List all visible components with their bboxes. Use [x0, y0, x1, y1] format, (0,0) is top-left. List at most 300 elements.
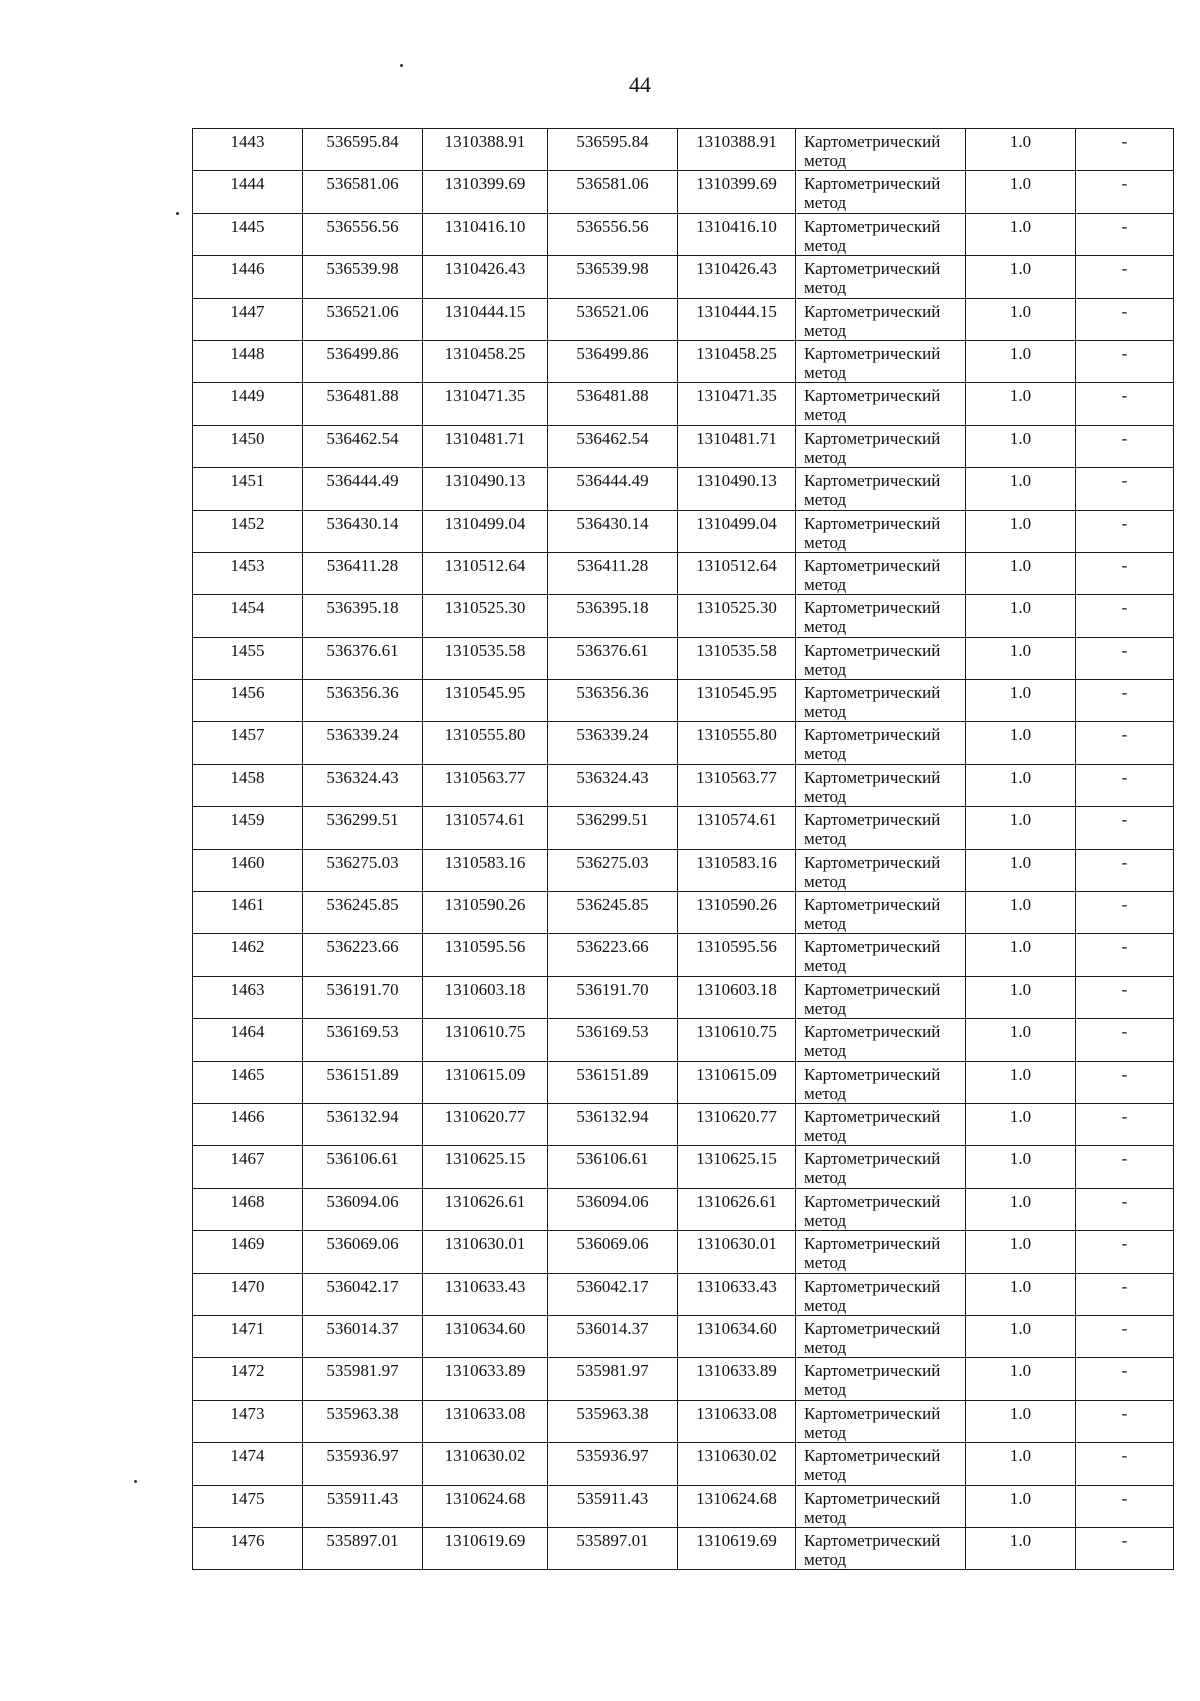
table-row [193, 1358, 1174, 1400]
method-cell-text: Картометрический метод [804, 725, 941, 764]
y-coordinate-new-cell-text: 1310426.43 [696, 259, 777, 279]
x-coordinate-cell-text: 536556.56 [326, 216, 399, 236]
note-cell [1076, 1485, 1174, 1527]
method-cell [796, 1358, 966, 1400]
y-coordinate-cell-text: 1310583.16 [444, 852, 526, 872]
accuracy-cell-text: 1.0 [1009, 852, 1032, 872]
accuracy-cell [966, 1019, 1076, 1061]
y-coordinate-cell-text: 1310634.60 [444, 1318, 526, 1338]
y-coordinate-new-cell-text: 1310634.60 [696, 1318, 777, 1338]
y-coordinate-new-cell [678, 425, 796, 467]
x-coordinate-cell-text: 536376.61 [326, 640, 399, 660]
method-cell [796, 552, 966, 594]
method-cell [796, 1103, 966, 1145]
accuracy-cell [966, 1485, 1076, 1527]
accuracy-cell [966, 1273, 1076, 1315]
x-coordinate-cell [303, 807, 423, 849]
method-cell-text: Картометрический метод [804, 810, 941, 849]
point-number-cell-text: 1474 [230, 1446, 265, 1466]
method-cell [796, 1400, 966, 1442]
note-cell-text: - [1121, 598, 1128, 618]
point-number-cell-text: 1472 [230, 1361, 265, 1381]
y-coordinate-cell [423, 1443, 548, 1485]
accuracy-cell-text: 1.0 [1009, 1276, 1032, 1296]
x-coordinate-cell [303, 1273, 423, 1315]
point-number-cell [193, 1103, 303, 1145]
accuracy-cell-text: 1.0 [1009, 598, 1032, 618]
y-coordinate-cell [423, 1527, 548, 1569]
y-coordinate-cell-text: 1310595.56 [444, 937, 526, 957]
table-row [193, 256, 1174, 298]
point-number-cell [193, 1358, 303, 1400]
accuracy-cell [966, 764, 1076, 806]
accuracy-cell-text: 1.0 [1009, 1318, 1032, 1338]
accuracy-cell [966, 892, 1076, 934]
x-coordinate-new-cell-text: 536324.43 [576, 767, 649, 787]
x-coordinate-cell-text: 536444.49 [326, 471, 399, 491]
note-cell [1076, 1146, 1174, 1188]
table-row [193, 510, 1174, 552]
y-coordinate-cell-text: 1310610.75 [444, 1022, 526, 1042]
method-cell [796, 425, 966, 467]
y-coordinate-new-cell [678, 1485, 796, 1527]
table-row [193, 1231, 1174, 1273]
point-number-cell-text: 1466 [230, 1106, 265, 1126]
table-row [193, 425, 1174, 467]
method-cell [796, 849, 966, 891]
accuracy-cell-text: 1.0 [1009, 1022, 1032, 1042]
y-coordinate-cell-text: 1310633.08 [444, 1403, 526, 1423]
x-coordinate-new-cell [548, 1485, 678, 1527]
x-coordinate-cell-text: 535963.38 [326, 1403, 399, 1423]
y-coordinate-cell [423, 1146, 548, 1188]
point-number-cell-text: 1461 [230, 895, 265, 915]
y-coordinate-new-cell [678, 298, 796, 340]
x-coordinate-new-cell-text: 535981.97 [576, 1361, 649, 1381]
x-coordinate-new-cell-text: 536223.66 [576, 937, 649, 957]
point-number-cell-text: 1469 [230, 1234, 265, 1254]
method-cell-text: Картометрический метод [804, 1361, 941, 1400]
y-coordinate-cell [423, 468, 548, 510]
method-cell-text: Картометрический метод [804, 1191, 941, 1230]
point-number-cell [193, 637, 303, 679]
y-coordinate-cell-text: 1310399.69 [444, 174, 526, 194]
accuracy-cell [966, 1188, 1076, 1230]
x-coordinate-cell-text: 536275.03 [326, 852, 399, 872]
x-coordinate-new-cell-text: 536462.54 [576, 428, 649, 448]
x-coordinate-new-cell-text: 536275.03 [576, 852, 649, 872]
x-coordinate-cell [303, 171, 423, 213]
x-coordinate-new-cell-text: 536299.51 [576, 810, 649, 830]
y-coordinate-new-cell [678, 552, 796, 594]
x-coordinate-new-cell [548, 552, 678, 594]
note-cell-text: - [1121, 1361, 1128, 1381]
x-coordinate-cell-text: 536151.89 [326, 1064, 399, 1084]
accuracy-cell-text: 1.0 [1009, 343, 1032, 363]
x-coordinate-new-cell-text: 536151.89 [576, 1064, 649, 1084]
x-coordinate-new-cell [548, 1146, 678, 1188]
note-cell-text: - [1121, 937, 1128, 957]
x-coordinate-cell [303, 934, 423, 976]
note-cell-text: - [1121, 640, 1128, 660]
y-coordinate-new-cell-text: 1310555.80 [696, 725, 777, 745]
note-cell-text: - [1121, 725, 1128, 745]
y-coordinate-new-cell-text: 1310444.15 [696, 301, 777, 321]
x-coordinate-cell-text: 536395.18 [326, 598, 399, 618]
note-cell [1076, 1527, 1174, 1569]
accuracy-cell [966, 340, 1076, 382]
x-coordinate-cell [303, 256, 423, 298]
y-coordinate-new-cell-text: 1310512.64 [696, 555, 777, 575]
x-coordinate-new-cell [548, 1358, 678, 1400]
accuracy-cell [966, 976, 1076, 1018]
table-row [193, 1019, 1174, 1061]
note-cell-text: - [1121, 555, 1128, 575]
accuracy-cell [966, 1103, 1076, 1145]
x-coordinate-new-cell [548, 383, 678, 425]
x-coordinate-cell-text: 536462.54 [326, 428, 399, 448]
y-coordinate-cell-text: 1310458.25 [444, 343, 526, 363]
note-cell-text: - [1121, 1403, 1128, 1423]
x-coordinate-cell [303, 1019, 423, 1061]
accuracy-cell [966, 807, 1076, 849]
y-coordinate-new-cell-text: 1310595.56 [696, 937, 777, 957]
x-coordinate-new-cell [548, 849, 678, 891]
x-coordinate-new-cell [548, 1400, 678, 1442]
accuracy-cell-text: 1.0 [1009, 937, 1032, 957]
y-coordinate-cell-text: 1310625.15 [444, 1149, 526, 1169]
x-coordinate-cell [303, 595, 423, 637]
x-coordinate-new-cell-text: 536595.84 [576, 132, 649, 151]
table-row [193, 1061, 1174, 1103]
y-coordinate-new-cell-text: 1310619.69 [696, 1530, 777, 1550]
method-cell [796, 298, 966, 340]
accuracy-cell [966, 849, 1076, 891]
x-coordinate-new-cell [548, 510, 678, 552]
x-coordinate-new-cell [548, 129, 678, 171]
method-cell-text: Картометрический метод [804, 1403, 941, 1442]
x-coordinate-cell-text: 536595.84 [326, 132, 399, 151]
x-coordinate-cell-text: 535911.43 [326, 1488, 399, 1508]
y-coordinate-new-cell-text: 1310633.89 [696, 1361, 777, 1381]
y-coordinate-new-cell-text: 1310610.75 [696, 1022, 777, 1042]
x-coordinate-new-cell [548, 1019, 678, 1061]
accuracy-cell-text: 1.0 [1009, 174, 1032, 194]
y-coordinate-new-cell [678, 383, 796, 425]
y-coordinate-new-cell-text: 1310490.13 [696, 471, 777, 491]
x-coordinate-cell [303, 1103, 423, 1145]
accuracy-cell [966, 468, 1076, 510]
point-number-cell-text: 1475 [230, 1488, 265, 1508]
note-cell-text: - [1121, 810, 1128, 830]
point-number-cell-text: 1471 [230, 1318, 265, 1338]
table-row [193, 934, 1174, 976]
x-coordinate-cell-text: 536581.06 [326, 174, 399, 194]
x-coordinate-new-cell-text: 536539.98 [576, 259, 649, 279]
x-coordinate-new-cell-text: 535963.38 [576, 1403, 649, 1423]
table-row [193, 129, 1174, 171]
x-coordinate-new-cell [548, 340, 678, 382]
y-coordinate-cell-text: 1310545.95 [444, 683, 526, 703]
y-coordinate-new-cell-text: 1310590.26 [696, 895, 777, 915]
x-coordinate-cell-text: 536042.17 [326, 1276, 399, 1296]
x-coordinate-new-cell-text: 536094.06 [576, 1191, 649, 1211]
x-coordinate-cell [303, 722, 423, 764]
note-cell-text: - [1121, 174, 1128, 194]
accuracy-cell [966, 510, 1076, 552]
method-cell [796, 595, 966, 637]
point-number-cell [193, 510, 303, 552]
note-cell-text: - [1121, 1064, 1128, 1084]
y-coordinate-cell-text: 1310471.35 [444, 386, 526, 406]
x-coordinate-cell-text: 536014.37 [326, 1318, 399, 1338]
point-number-cell [193, 1019, 303, 1061]
accuracy-cell-text: 1.0 [1009, 1488, 1032, 1508]
point-number-cell-text: 1473 [230, 1403, 265, 1423]
x-coordinate-new-cell [548, 892, 678, 934]
note-cell [1076, 1443, 1174, 1485]
accuracy-cell-text: 1.0 [1009, 513, 1032, 533]
point-number-cell [193, 383, 303, 425]
method-cell [796, 1485, 966, 1527]
y-coordinate-new-cell [678, 849, 796, 891]
y-coordinate-cell-text: 1310535.58 [444, 640, 526, 660]
method-cell-text: Картометрический метод [804, 683, 941, 722]
x-coordinate-new-cell-text: 536581.06 [576, 174, 649, 194]
y-coordinate-new-cell [678, 171, 796, 213]
x-coordinate-cell-text: 536339.24 [326, 725, 399, 745]
y-coordinate-new-cell [678, 595, 796, 637]
y-coordinate-new-cell-text: 1310603.18 [696, 979, 777, 999]
y-coordinate-cell-text: 1310624.68 [444, 1488, 526, 1508]
y-coordinate-new-cell [678, 976, 796, 1018]
point-number-cell-text: 1456 [230, 683, 265, 703]
note-cell [1076, 892, 1174, 934]
note-cell [1076, 468, 1174, 510]
x-coordinate-cell-text: 536069.06 [326, 1234, 399, 1254]
table-row [193, 722, 1174, 764]
x-coordinate-new-cell-text: 536499.86 [576, 343, 649, 363]
table-row [193, 1400, 1174, 1442]
accuracy-cell [966, 425, 1076, 467]
point-number-cell-text: 1457 [230, 725, 265, 745]
y-coordinate-new-cell-text: 1310458.25 [696, 343, 777, 363]
table-row [193, 340, 1174, 382]
method-cell-text: Картометрический метод [804, 895, 941, 934]
y-coordinate-cell [423, 171, 548, 213]
table-row [193, 680, 1174, 722]
point-number-cell-text: 1462 [230, 937, 265, 957]
x-coordinate-new-cell-text: 536069.06 [576, 1234, 649, 1254]
x-coordinate-cell-text: 536245.85 [326, 895, 399, 915]
accuracy-cell [966, 1146, 1076, 1188]
method-cell-text: Картометрический метод [804, 1318, 941, 1357]
y-coordinate-new-cell-text: 1310583.16 [696, 852, 777, 872]
y-coordinate-new-cell [678, 637, 796, 679]
note-cell-text: - [1121, 386, 1128, 406]
note-cell [1076, 807, 1174, 849]
x-coordinate-new-cell-text: 536481.88 [576, 386, 649, 406]
x-coordinate-cell-text: 536324.43 [326, 767, 399, 787]
method-cell [796, 1231, 966, 1273]
y-coordinate-cell [423, 129, 548, 171]
accuracy-cell [966, 1358, 1076, 1400]
point-number-cell [193, 807, 303, 849]
point-number-cell-text: 1451 [230, 471, 265, 491]
method-cell [796, 807, 966, 849]
point-number-cell-text: 1450 [230, 428, 265, 448]
x-coordinate-new-cell-text: 536132.94 [576, 1106, 649, 1126]
x-coordinate-new-cell-text: 536042.17 [576, 1276, 649, 1296]
x-coordinate-new-cell-text: 536191.70 [576, 979, 649, 999]
table-row [193, 1146, 1174, 1188]
point-number-cell-text: 1444 [230, 174, 265, 194]
accuracy-cell [966, 1061, 1076, 1103]
y-coordinate-new-cell-text: 1310416.10 [696, 216, 777, 236]
x-coordinate-cell-text: 536169.53 [326, 1022, 399, 1042]
point-number-cell-text: 1459 [230, 810, 265, 830]
x-coordinate-cell-text: 535897.01 [326, 1530, 399, 1550]
point-number-cell [193, 1527, 303, 1569]
accuracy-cell [966, 298, 1076, 340]
x-coordinate-new-cell-text: 536339.24 [576, 725, 649, 745]
point-number-cell [193, 1400, 303, 1442]
method-cell-text: Картометрический метод [804, 598, 941, 637]
point-number-cell [193, 1231, 303, 1273]
note-cell-text: - [1121, 683, 1128, 703]
x-coordinate-new-cell [548, 425, 678, 467]
x-coordinate-cell [303, 1061, 423, 1103]
accuracy-cell-text: 1.0 [1009, 683, 1032, 703]
y-coordinate-cell [423, 256, 548, 298]
x-coordinate-cell [303, 425, 423, 467]
method-cell-text: Картометрический метод [804, 259, 941, 298]
method-cell [796, 1146, 966, 1188]
y-coordinate-new-cell-text: 1310624.68 [696, 1488, 777, 1508]
y-coordinate-cell [423, 1485, 548, 1527]
point-number-cell-text: 1455 [230, 640, 265, 660]
method-cell-text: Картометрический метод [804, 767, 941, 806]
y-coordinate-cell [423, 213, 548, 255]
note-cell-text: - [1121, 1530, 1128, 1550]
y-coordinate-cell-text: 1310426.43 [444, 259, 526, 279]
y-coordinate-new-cell [678, 1019, 796, 1061]
x-coordinate-cell [303, 1315, 423, 1357]
note-cell-text: - [1121, 979, 1128, 999]
method-cell [796, 1188, 966, 1230]
y-coordinate-cell [423, 892, 548, 934]
x-coordinate-new-cell [548, 1231, 678, 1273]
y-coordinate-cell [423, 1231, 548, 1273]
note-cell-text: - [1121, 343, 1128, 363]
y-coordinate-new-cell [678, 1273, 796, 1315]
note-cell [1076, 764, 1174, 806]
x-coordinate-new-cell [548, 171, 678, 213]
accuracy-cell-text: 1.0 [1009, 1530, 1032, 1550]
method-cell [796, 171, 966, 213]
x-coordinate-cell-text: 536223.66 [326, 937, 399, 957]
x-coordinate-cell-text: 536299.51 [326, 810, 399, 830]
x-coordinate-cell-text: 535981.97 [326, 1361, 399, 1381]
x-coordinate-cell-text: 536411.28 [326, 555, 399, 575]
note-cell-text: - [1121, 852, 1128, 872]
point-number-cell [193, 976, 303, 1018]
accuracy-cell [966, 595, 1076, 637]
x-coordinate-cell [303, 976, 423, 1018]
y-coordinate-cell [423, 340, 548, 382]
x-coordinate-cell [303, 383, 423, 425]
x-coordinate-cell [303, 468, 423, 510]
method-cell-text: Картометрический метод [804, 1530, 941, 1569]
point-number-cell-text: 1464 [230, 1022, 265, 1042]
table-row [193, 213, 1174, 255]
note-cell [1076, 129, 1174, 171]
accuracy-cell-text: 1.0 [1009, 895, 1032, 915]
note-cell [1076, 680, 1174, 722]
y-coordinate-new-cell [678, 256, 796, 298]
y-coordinate-cell [423, 807, 548, 849]
note-cell [1076, 1400, 1174, 1442]
accuracy-cell-text: 1.0 [1009, 1446, 1032, 1466]
point-number-cell-text: 1476 [230, 1530, 265, 1550]
note-cell-text: - [1121, 895, 1128, 915]
x-coordinate-new-cell-text: 536556.56 [576, 216, 649, 236]
y-coordinate-cell [423, 680, 548, 722]
x-coordinate-new-cell-text: 536411.28 [576, 555, 649, 575]
scan-speck [176, 212, 179, 215]
y-coordinate-cell [423, 1103, 548, 1145]
x-coordinate-new-cell [548, 1188, 678, 1230]
accuracy-cell-text: 1.0 [1009, 810, 1032, 830]
x-coordinate-new-cell [548, 934, 678, 976]
y-coordinate-cell [423, 1273, 548, 1315]
y-coordinate-cell [423, 1358, 548, 1400]
y-coordinate-cell-text: 1310626.61 [444, 1191, 526, 1211]
table-row [193, 1103, 1174, 1145]
note-cell-text: - [1121, 513, 1128, 533]
y-coordinate-new-cell-text: 1310388.91 [696, 132, 777, 151]
accuracy-cell [966, 171, 1076, 213]
accuracy-cell [966, 552, 1076, 594]
method-cell-text: Картометрический метод [804, 1149, 941, 1188]
accuracy-cell-text: 1.0 [1009, 386, 1032, 406]
note-cell-text: - [1121, 1191, 1128, 1211]
point-number-cell-text: 1445 [230, 216, 265, 236]
method-cell [796, 934, 966, 976]
y-coordinate-new-cell [678, 1188, 796, 1230]
accuracy-cell-text: 1.0 [1009, 428, 1032, 448]
y-coordinate-new-cell-text: 1310499.04 [696, 513, 777, 533]
y-coordinate-new-cell-text: 1310471.35 [696, 386, 777, 406]
accuracy-cell-text: 1.0 [1009, 640, 1032, 660]
point-number-cell [193, 892, 303, 934]
point-number-cell [193, 1315, 303, 1357]
y-coordinate-cell-text: 1310444.15 [444, 301, 526, 321]
note-cell [1076, 1188, 1174, 1230]
x-coordinate-cell [303, 510, 423, 552]
note-cell [1076, 340, 1174, 382]
note-cell [1076, 722, 1174, 764]
method-cell-text: Картометрический метод [804, 132, 941, 170]
y-coordinate-cell [423, 552, 548, 594]
note-cell-text: - [1121, 1446, 1128, 1466]
coordinates-table [192, 128, 1174, 1570]
y-coordinate-new-cell [678, 722, 796, 764]
x-coordinate-new-cell [548, 468, 678, 510]
note-cell-text: - [1121, 132, 1128, 151]
method-cell-text: Картометрический метод [804, 1446, 941, 1485]
note-cell [1076, 1061, 1174, 1103]
